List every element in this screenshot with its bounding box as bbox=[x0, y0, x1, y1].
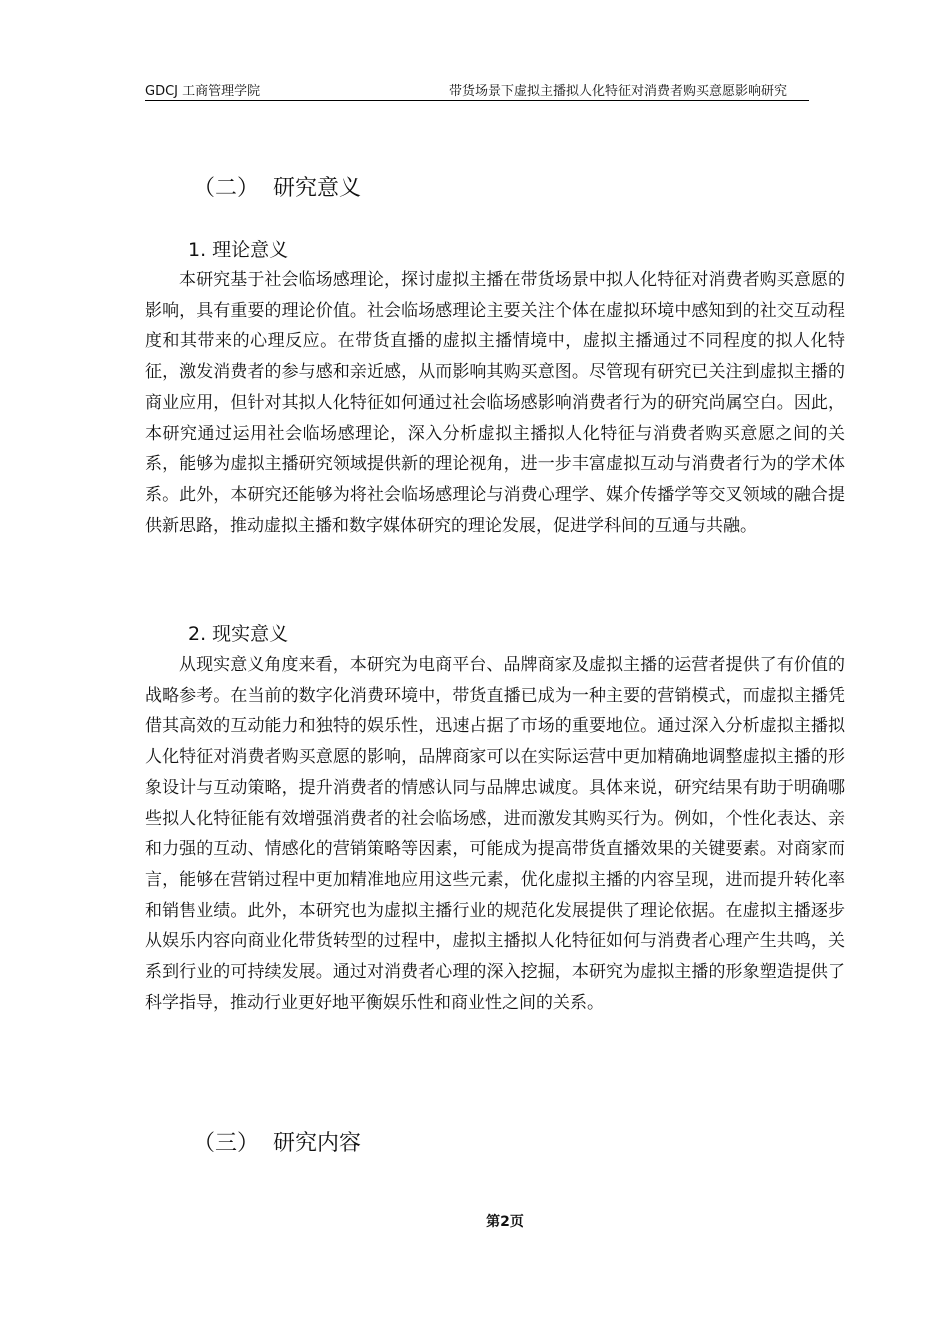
paragraph-practical-significance: 从现实意义角度来看，本研究为电商平台、品牌商家及虚拟主播的运营者提供了有价值的战略参考。在当前的数字化消费环境中，带货直播已成为一种主要的营销模式，而虚拟主播凭借其高效的互动能力和独特的娱乐性，迅速占据了市场的重要地位。通过深入分析虚拟主播拟人化特征对消费者购买意愿的影响，品牌商家可以在实际运营中更加精确地调整虚拟主播的形象设计与互动策略，提升消费者的情感认同与品牌忠诚度。具体来说，研究结果有助于明确哪些拟人化特征能有效增强消费者的社会临场感，进而激发其购买行为。例如，个性化表达、亲和力强的互动、情感化的营销策略等因素，可能成为提高带货直播效果的关键要素。对商家而言，能够在营销过程中更加精准地应用这些元素，优化虚拟主播的内容呈现，进而提升转化率和销售业绩。此外，本研究也为虚拟主播行业的规范化发展提供了理论依据。在虚拟主播逐步从娱乐内容向商业化带货转型的过程中，虚拟主播拟人化特征如何与消费者心理产生共鸣，关系到行业的可持续发展。通过对消费者心理的深入挖掘，本研究为虚拟主播的形象塑造提供了科学指导，推动行业更好地平衡娱乐性和商业性之间的关系。 bbox=[145, 655, 845, 1013]
page-header bbox=[145, 78, 809, 101]
paragraph-theoretical-significance: 本研究基于社会临场感理论，探讨虚拟主播在带货场景中拟人化特征对消费者购买意愿的影响，具有重要的理论价值。社会临场感理论主要关注个体在虚拟环境中感知到的社交互动程度和其带来的心理反应。在带货直播的虚拟主播情境中，虚拟主播通过不同程度的拟人化特征，激发消费者的参与感和亲近感，从而影响其购买意图。尽管现有研究已关注到虚拟主播的商业应用，但针对其拟人化特征如何通过社会临场感影响消费者行为的研究尚属空白。因此，本研究通过运用社会临场感理论，深入分析虚拟主播拟人化特征与消费者购买意愿之间的关系，能够为虚拟主播研究领域提供新的理论视角，进一步丰富虚拟互动与消费者行为的学术体系。此外，本研究还能够为将社会临场感理论与消费心理学、媒介传播学等交叉领域的融合提供新思路，推动虚拟主播和数字媒体研究的理论发展，促进学科间的互通与共融。 bbox=[145, 270, 845, 536]
subsection-heading-theoretical: 1. 理论意义 bbox=[188, 239, 289, 261]
header-thesis-title: 带货场景下虚拟主播拟人化特征对消费者购买意愿影响研究 bbox=[448, 84, 787, 99]
page-number: 第2页 bbox=[486, 1214, 524, 1230]
header-institution: GDCJ 工商管理学院 bbox=[145, 84, 261, 99]
subsection-heading-practical: 2. 现实意义 bbox=[188, 623, 289, 645]
section-heading-research-significance: （二） 研究意义 bbox=[193, 176, 361, 201]
section-heading-research-content: （三） 研究内容 bbox=[193, 1131, 361, 1156]
